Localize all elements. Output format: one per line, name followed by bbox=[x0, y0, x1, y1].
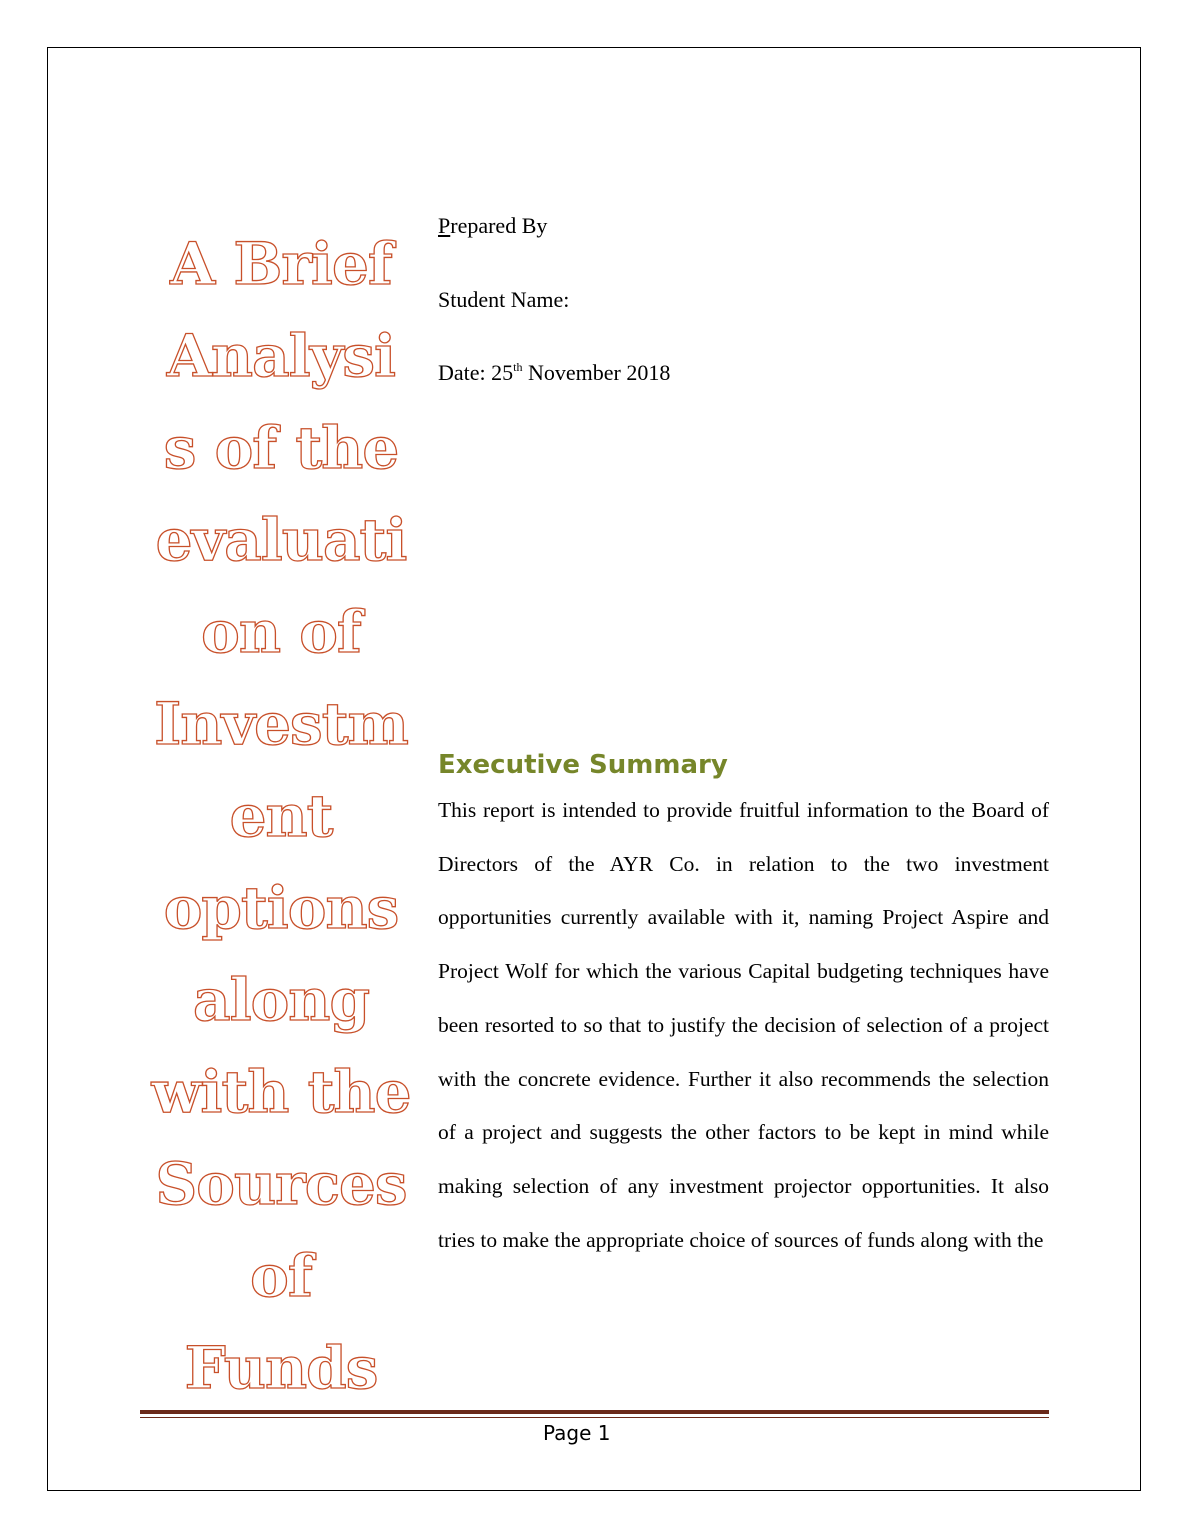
prepared-by bbox=[438, 213, 547, 239]
report-title bbox=[150, 218, 412, 1414]
title-line: s of the bbox=[163, 414, 399, 482]
title-line: on of bbox=[201, 598, 361, 666]
date-suffix: November 2018 bbox=[522, 360, 671, 385]
title-line: options bbox=[163, 874, 399, 942]
footer-rule bbox=[140, 1410, 1049, 1414]
page-number: Page 1 bbox=[543, 1421, 611, 1445]
report-date bbox=[438, 360, 670, 386]
prepared-by-initial: P bbox=[438, 213, 451, 238]
date-ordinal: th bbox=[513, 360, 523, 374]
title-line: Sources bbox=[155, 1150, 407, 1218]
title-line: A Brief bbox=[170, 230, 392, 298]
executive-summary-heading: Executive Summary bbox=[438, 750, 728, 780]
title-line: ent bbox=[229, 782, 333, 850]
title-line: evaluati bbox=[155, 506, 407, 574]
title-line: along bbox=[192, 966, 370, 1034]
date-prefix: Date: 25 bbox=[438, 360, 514, 385]
student-name: Student Name: bbox=[438, 287, 570, 312]
title-line: Funds bbox=[184, 1334, 378, 1402]
executive-summary-body: This report is intended to provide fruitful information to the Board of Directors of the AYR Co. in relation to the two investment opportunities currently available with it, naming Project Aspire and Project Wolf for which the various Capital budgeting techniques have been resorted to so that to justify the decision of selection of a project with the concrete evidence. Further it also recommends the selection of a project and suggests the other factors to be kept in mind while making selection of any investment projector opportunities. It also tries to make the appropriate choice of sources of funds along with the bbox=[438, 798, 1049, 1252]
title-line: Analysi bbox=[166, 322, 396, 390]
footer-rule-thin bbox=[140, 1417, 1049, 1418]
title-line: of bbox=[250, 1242, 312, 1310]
prepared-by-rest: repared By bbox=[450, 213, 548, 238]
title-line: Investm bbox=[154, 690, 408, 758]
title-line: with the bbox=[151, 1058, 411, 1126]
